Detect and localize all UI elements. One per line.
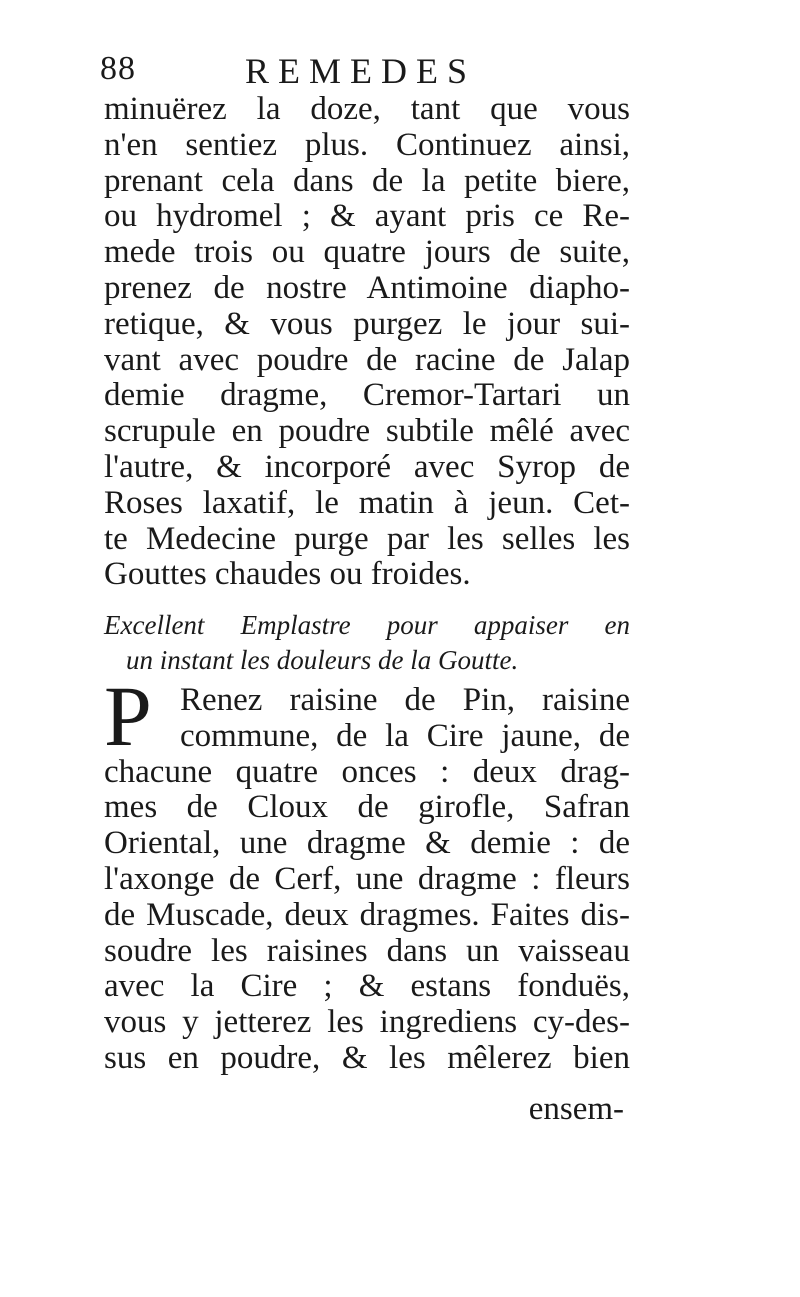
catchword: ensem- xyxy=(528,1091,624,1127)
text-line: minuërez la doze, tant que vous xyxy=(104,91,630,127)
page-number: 88 xyxy=(100,50,136,87)
text-line: mede trois ou quatre jours de suite, xyxy=(104,234,630,271)
text-line: avec la Cire ; & estans fonduës, xyxy=(104,968,630,1005)
text-line: retique, & vous purgez le jour sui- xyxy=(104,305,630,342)
text-line: de Muscade, deux dragmes. Faites dis- xyxy=(104,896,630,933)
text-line: ou hydromel ; & ayant pris ce Re- xyxy=(104,198,630,235)
text-line: Gouttes chaudes ou froides. xyxy=(104,556,471,593)
text-line: te Medecine purge par les selles les xyxy=(104,520,630,557)
text-line: prenez de nostre Antimoine diapho- xyxy=(104,269,630,306)
text-line: l'axonge de Cerf, une dragme : fleurs xyxy=(104,860,630,897)
text-line: Roses laxatif, le matin à jeun. Cet- xyxy=(104,484,630,521)
text-line: scrupule en poudre subtile mêlé avec xyxy=(104,413,630,450)
text-line: chacune quatre onces : deux drag- xyxy=(104,753,630,790)
text-line: l'autre, & incorporé avec Syrop de xyxy=(104,448,630,485)
text-line: vous y jetterez les ingrediens cy-des- xyxy=(104,1004,630,1041)
text-line: demie dragme, Cremor-Tartari un xyxy=(104,377,630,414)
drop-cap: P xyxy=(104,668,152,764)
text-line: Renez raisine de Pin, raisine xyxy=(180,682,630,718)
text-line: n'en sentiez plus. Continuez ainsi, xyxy=(104,126,630,163)
text-line: Oriental, une dragme & demie : de xyxy=(104,825,630,862)
recipe-paragraph xyxy=(104,668,630,1077)
text-line: soudre les raisines dans un vaisseau xyxy=(104,932,630,969)
body-text xyxy=(104,92,630,593)
running-head: REMEDES xyxy=(245,51,477,91)
text-line: mes de Cloux de girofle, Safran xyxy=(104,789,630,826)
text-line: sus en poudre, & les mêlerez bien xyxy=(104,1039,630,1076)
text-line: vant avec poudre de racine de Jalap xyxy=(104,341,630,378)
heading-line: Excellent Emplastre pour appaiser en xyxy=(104,610,630,640)
heading-line: un instant les douleurs de la Goutte. xyxy=(126,645,519,675)
text-line: commune, de la Cire jaune, de xyxy=(180,717,630,754)
text-line: prenant cela dans de la petite biere, xyxy=(104,162,630,199)
section-heading xyxy=(104,608,630,678)
